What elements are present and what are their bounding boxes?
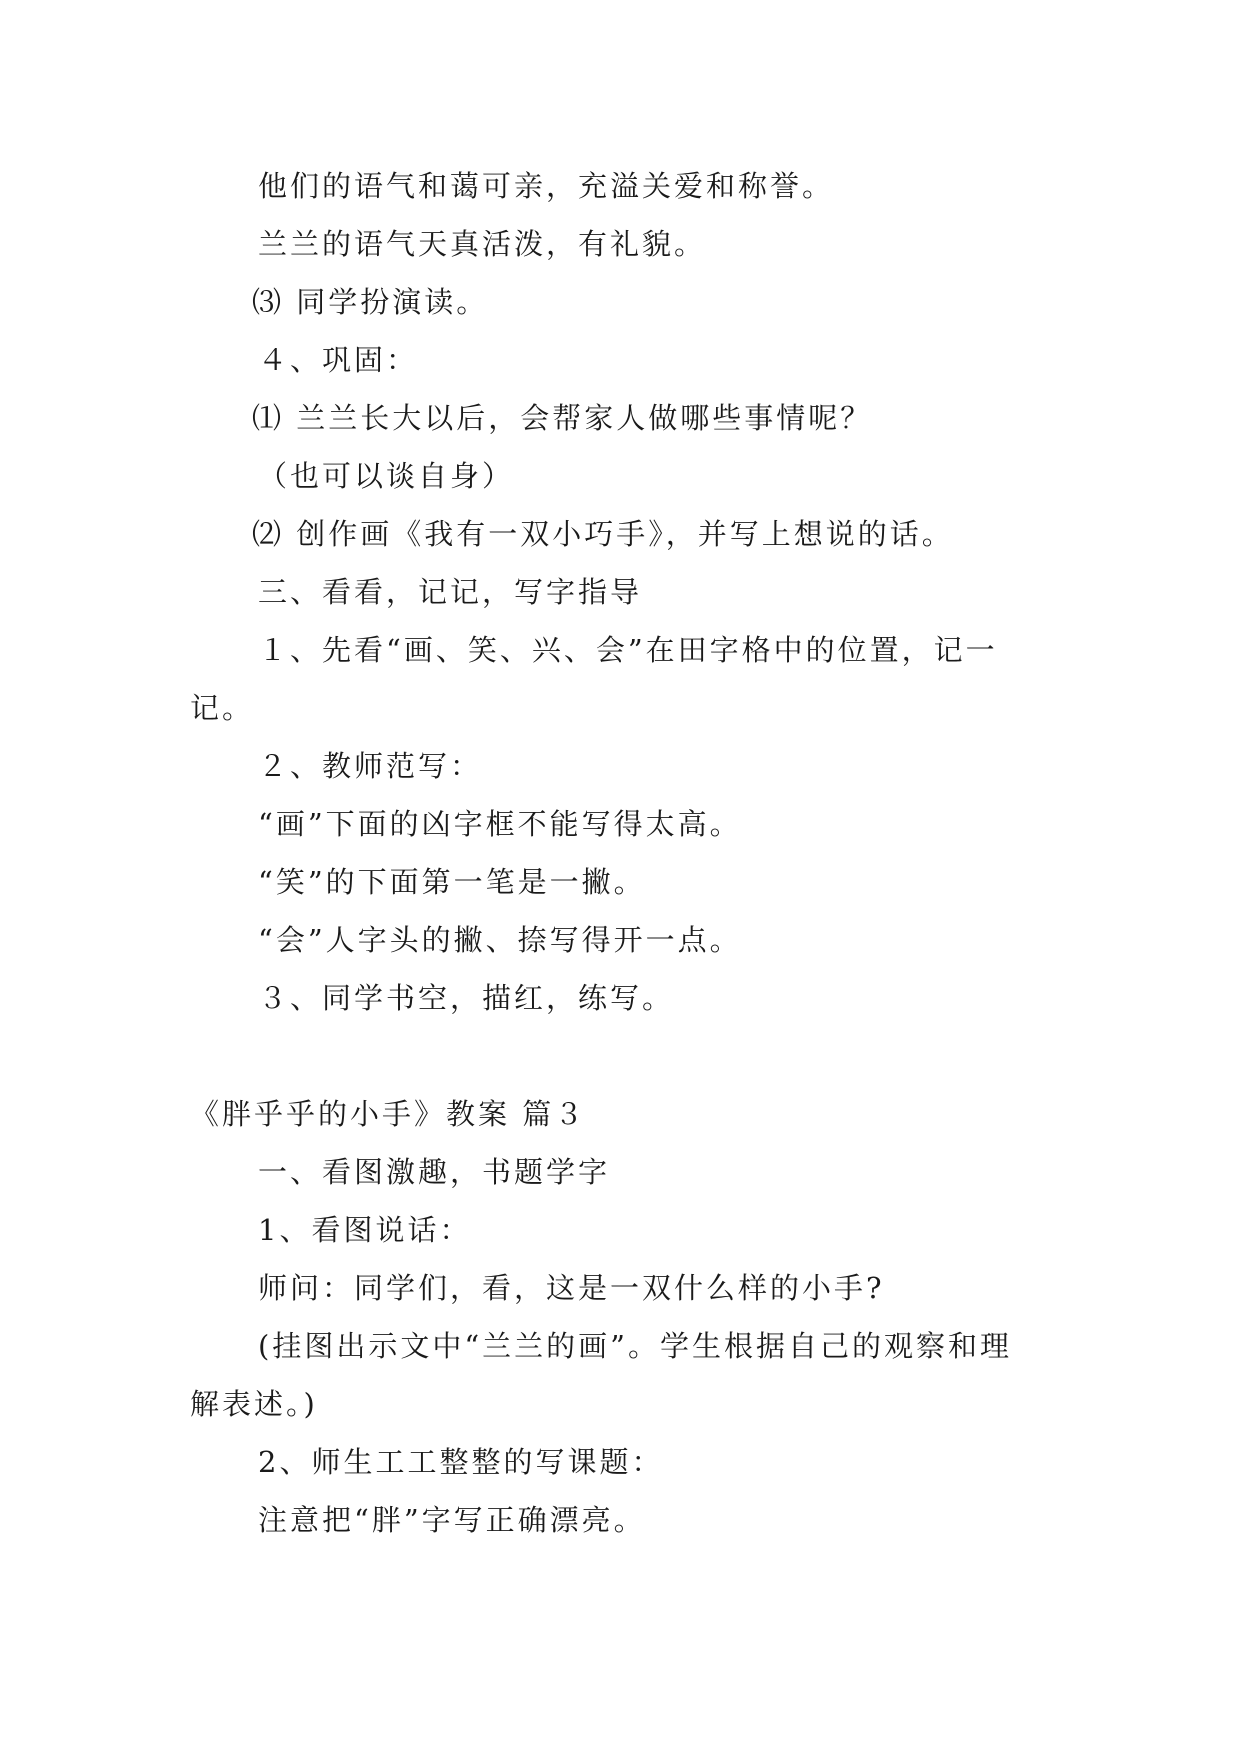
paragraph-line: ２、教师范写： bbox=[258, 749, 483, 783]
paragraph-line: 注意把“胖”字写正确漂亮。 bbox=[258, 1503, 646, 1537]
paragraph-line: ４、巩固： bbox=[258, 343, 419, 377]
paragraph-line: 他们的语气和蔼可亲，充溢关爱和称誉。 bbox=[258, 169, 835, 203]
paragraph-line: 三、看看，记记，写字指导 bbox=[258, 575, 643, 609]
paragraph-line: 1、看图说话： bbox=[258, 1213, 472, 1247]
section-title: 《胖乎乎的小手》教案 篇３ bbox=[190, 1097, 587, 1131]
paragraph-line: 兰兰的语气天真活泼，有礼貌。 bbox=[258, 227, 707, 261]
paragraph-line: “画”下面的凶字框不能写得太高。 bbox=[258, 807, 742, 841]
paragraph-line: ⑶ 同学扮演读。 bbox=[252, 285, 489, 319]
paragraph-line: 记。 bbox=[190, 691, 255, 725]
paragraph-line: (挂图出示文中“兰兰的画”。学生根据自己的观察和理 bbox=[258, 1329, 1012, 1363]
paragraph-line: ⑴ 兰兰长大以后，会帮家人做哪些事情呢？ bbox=[252, 401, 873, 435]
paragraph-line: 一、看图激趣，书题学字 bbox=[258, 1155, 611, 1189]
paragraph-line: “笑”的下面第一笔是一撇。 bbox=[258, 865, 646, 899]
paragraph-line: 师问：同学们，看，这是一双什么样的小手? bbox=[258, 1271, 885, 1305]
paragraph-line: ３、同学书空，描红，练写。 bbox=[258, 981, 675, 1015]
paragraph-line: 解表述。) bbox=[190, 1387, 318, 1421]
paragraph-line: ⑵ 创作画《我有一双小巧手》，并写上想说的话。 bbox=[252, 517, 954, 551]
paragraph-line: “会”人字头的撇、捺写得开一点。 bbox=[258, 923, 742, 957]
paragraph-line: １、先看“画、笑、兴、会”在田字格中的位置，记一 bbox=[258, 633, 998, 667]
paragraph-line: （也可以谈自身） bbox=[258, 459, 515, 493]
paragraph-line: 2、师生工工整整的写课题： bbox=[258, 1445, 664, 1479]
